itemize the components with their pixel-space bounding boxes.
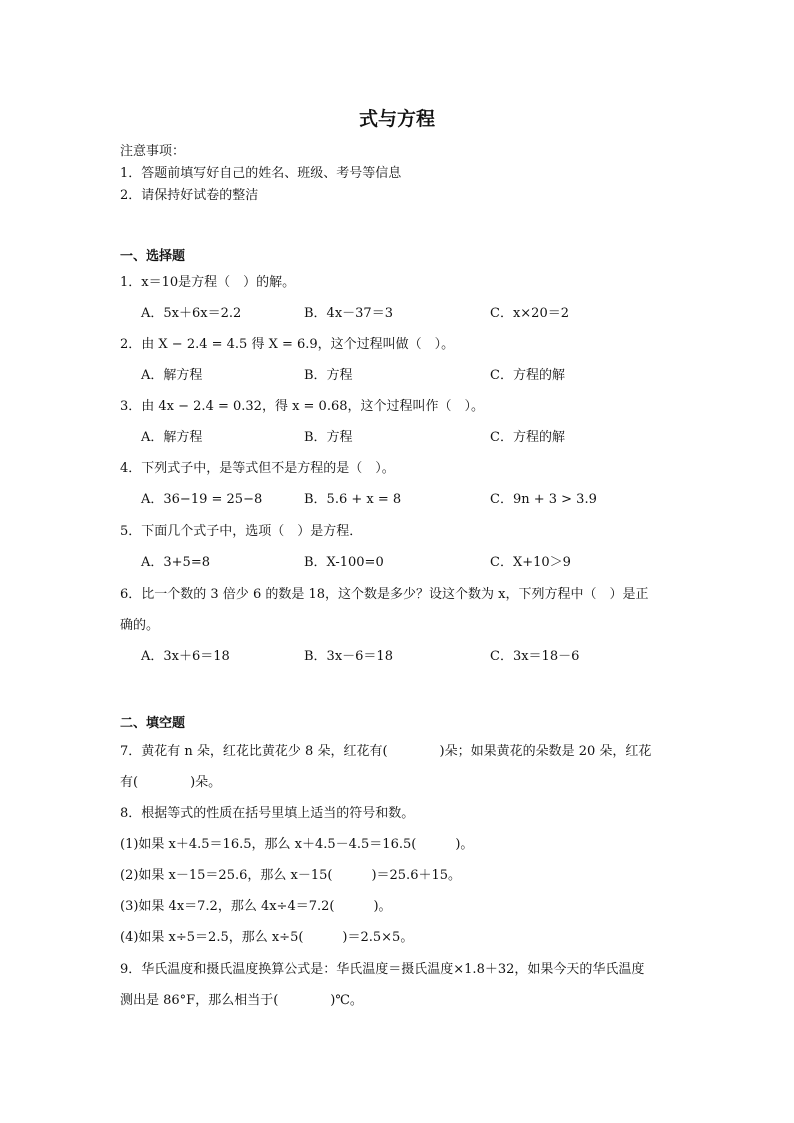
question-4: 4．下列式子中，是等式但不是方程的是（ ）。 [120, 461, 395, 476]
question-9-continued: 测出是 86°F，那么相当于( )℃。 [120, 993, 363, 1008]
option-a: A．5x＋6x＝2.2 [141, 306, 242, 321]
page-title: 式与方程 [358, 108, 435, 130]
option-b: B．方程 [304, 430, 353, 445]
note-item: 1．答题前填写好自己的姓名、班级、考号等信息 [120, 166, 402, 181]
question-7-continued: 有( )朵。 [120, 775, 222, 790]
option-b: B．方程 [304, 368, 353, 383]
section-heading-choice: 一、选择题 [120, 249, 186, 264]
option-a: A．3x＋6＝18 [141, 649, 230, 664]
option-b: B．4x－37＝3 [304, 306, 393, 321]
notes-heading: 注意事项： [120, 144, 186, 159]
option-a: A．解方程 [141, 430, 203, 445]
question-8-part: (1)如果 x＋4.5＝16.5，那么 x＋4.5－4.5＝16.5( )。 [120, 837, 474, 852]
question-1: 1．x＝10是方程（ ）的解。 [120, 275, 296, 290]
question-6-continued: 确的。 [120, 618, 160, 633]
option-b: B．5.6 + x = 8 [304, 492, 402, 507]
question-9: 9．华氏温度和摄氏温度换算公式是：华氏温度＝摄氏温度×1.8＋32，如果今天的华氏温度 [120, 962, 645, 977]
question-3: 3．由 4x − 2.4 = 0.32，得 x = 0.68，这个过程叫作（ ）。 [120, 399, 485, 414]
question-2: 2．由 X − 2.4 = 4.5 得 X = 6.9，这个过程叫做（ ）。 [120, 337, 455, 352]
question-5: 5．下面几个式子中，选项（ ）是方程． [120, 524, 363, 539]
option-c: C．x×20＝2 [490, 306, 569, 321]
question-8: 8．根据等式的性质在括号里填上适当的符号和数。 [120, 806, 415, 821]
question-8-part: (4)如果 x÷5＝2.5，那么 x÷5( )＝2.5×5。 [120, 930, 414, 945]
question-6: 6．比一个数的 3 倍少 6 的数是 18，这个数是多少？设这个数为 x，下列方程中（ ）是正 [120, 587, 649, 602]
option-b: B．3x－6＝18 [304, 649, 393, 664]
question-7: 7．黄花有 n 朵，红花比黄花少 8 朵，红花有( )朵；如果黄花的朵数是 20 朵，红花 [120, 744, 652, 759]
option-a: A．3+5=8 [141, 555, 210, 570]
note-item: 2．请保持好试卷的整洁 [120, 188, 259, 203]
option-c: C．方程的解 [490, 368, 565, 383]
option-a: A．解方程 [141, 368, 203, 383]
option-c: C．X+10＞9 [490, 555, 571, 570]
option-b: B．X-100=0 [304, 555, 384, 570]
section-heading-fill: 二、填空题 [120, 716, 186, 731]
question-8-part: (3)如果 4x＝7.2，那么 4x÷4＝7.2( )。 [120, 899, 392, 914]
option-c: C．方程的解 [490, 430, 565, 445]
option-c: C．3x＝18－6 [490, 649, 580, 664]
question-8-part: (2)如果 x－15＝25.6，那么 x－15( )＝25.6＋15。 [120, 868, 462, 883]
option-a: A．36−19 = 25−8 [141, 492, 263, 507]
option-c: C．9n + 3 > 3.9 [490, 492, 597, 507]
